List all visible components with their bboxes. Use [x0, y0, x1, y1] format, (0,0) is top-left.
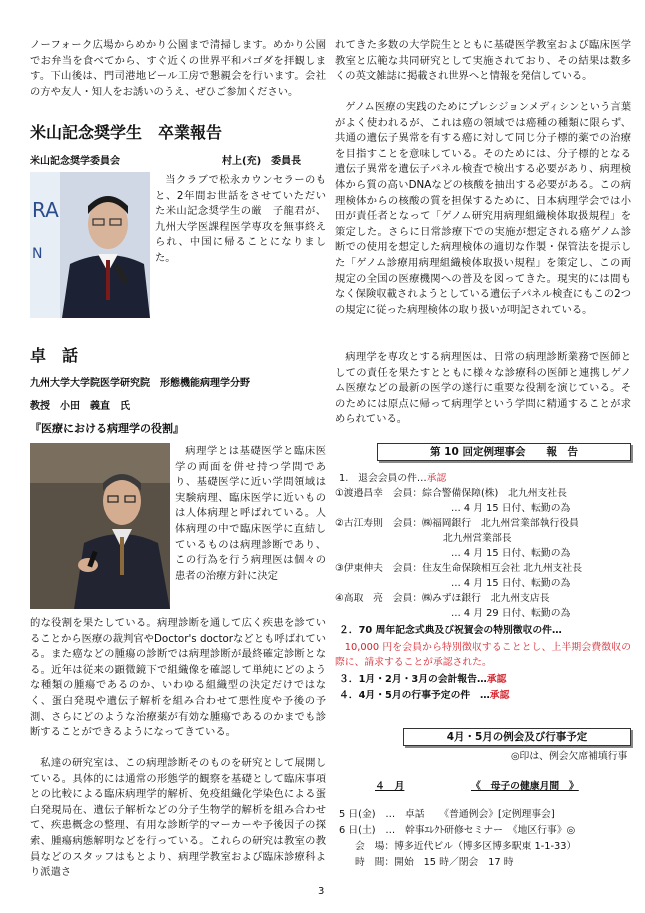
schedule-title: 4月・5月の例会及び行事予定: [403, 728, 631, 746]
talk-title: 『医療における病理学の役割』: [30, 422, 184, 435]
month-theme: 《 母子の健康月間 》: [471, 781, 579, 792]
section-title-talk: 卓 話: [30, 346, 79, 365]
member-2-line-3: … 4 月 15 日付、転勤の為: [451, 548, 571, 559]
talk-body-1: 病理学とは基礎医学と臨床医学の両面を併せ持つ学問であり、基礎医学に近い学問領域は実験病理、臨床医学に近いものは人体病理と呼ばれている。人体病理の中で臨床医学に直結しているものは病理診断であり、この行為を行う病理医は個々の患者の治療方針に決定: [175, 445, 326, 582]
byline-name: 村上(充) 委員長: [222, 156, 302, 167]
member-1-line-1: ①渡邉昌幸 会員：綜合警備保障(株) 北九州支社長: [335, 488, 567, 499]
member-3-line-2: … 4 月 15 日付、転勤の為: [451, 578, 571, 589]
svg-text:RA: RA: [32, 198, 59, 222]
svg-text:N: N: [32, 246, 43, 262]
event-1: 5 日(金) … 卓話 《普通例会》[定例理事会]: [339, 809, 555, 820]
schedule-note: ◎印は、例会欠席補填行事: [511, 751, 628, 762]
member-2-line-2: 北九州営業部長: [443, 533, 512, 544]
member-2-line-1: ②古江寿則 会員：㈱福岡銀行 北九州営業部執行役員: [335, 518, 579, 529]
report-item-1: 1. 退会会員の件…承認: [339, 473, 447, 484]
talk-body-2: 的な役割を果たしている。病理診断を通して広く疾患を診ていることから医療の裁判官やDoctor's doctorなどとも呼ばれている。また癌などの腫瘍の診断では病理診断が最終確定診断となる。近年は従来の顕微鏡下で組織像を確認して単純にどのような種類の腫瘍であるのか、いわゆる組織型の決定だけではなく、蛋白発現や遺伝子解析を組み合わせて悪性度や予後の予測、さらにどのような治療薬が有効な腫瘍であるのかまでも診断することができるようになってきている。: [30, 617, 326, 739]
event-2: 6 日(土) … 幹事ｴﾚｸﾄ研修セミナー 《地区行事》◎: [339, 825, 576, 836]
page-number: 3: [318, 886, 325, 897]
talk-continued-1: れてきた多数の大学院生とともに基礎医学教室および臨床医学教室と広範な共同研究として実施されており、その結果は数多くの英文雑誌に掲載され世界へと情報を発信している。: [335, 39, 631, 83]
member-4-line-1: ④高取 亮 会員：㈱みずほ銀行 北九州支店長: [335, 593, 550, 604]
member-1-line-2: … 4 月 15 日付、転勤の為: [451, 503, 571, 514]
report-item-3: ３．1月・2月・3月の会計報告…承認: [339, 674, 507, 685]
report-item-2: ２．70 周年記念式典及び祝賀会の特別徴収の件…: [339, 625, 562, 636]
talk-continued-2: ゲノム医療の実践のためにプレシジョンメディシンという言葉がよく使われるが、これは癌の領域では癌種の種類に限らず、共通の遺伝子異常を有する癌に対して同じ分子標的薬での治療を目指すことを意味している。そのためには、分子標的となる遺伝子異常を遺伝子パネル検査で検出する必要があり、病理検体から質の高いDNAなどの核酸を抽出する必要がある。この病理検体からの核酸の質を担保するために、日本病理学会では小田が責任者となって「ゲノム研究用病理組織検体取扱規程」を策定した。さらに日常診療下での実施が想定される癌ゲノム診断での使用を想定した病理検体の適切な作製・保管法を提示した「ゲノム診療用病理組織検体取扱い規程」を策定し、この両規定の全国の医療機関への普及を図ってきた。現実的には間もなく保険収載されようとしている遺伝子パネル検査にもこの2つの規定に従った病理検体の取り扱いが明記されている。: [335, 101, 631, 316]
member-3-line-1: ③伊東伸夫 会員：住友生命保険相互会社 北九州支社長: [335, 563, 583, 574]
report-item-4: ４．4月・5月の行事予定の件 …承認: [339, 690, 510, 701]
month-label: ４ 月: [375, 781, 405, 792]
report-item-2-note: 10,000 円を会員から特別徴収することとし、上半期会費徴収の際に、請求することが承認された。: [335, 642, 631, 668]
event-2-time: 時 間：開始 15 時／閉会 17 時: [355, 857, 514, 868]
scholar-photo: [30, 172, 150, 318]
graduation-body: 当クラブで松永カウンセラーのもと、2年間お世話をさせていただいた米山記念奨学生の厳 子龍君が、九州大学医課程医学専攻を無事終えられ、中国に帰ることになりました。: [155, 174, 326, 264]
talk-body-3: 私達の研究室は、この病理診断そのものを研究として展開している。具体的には通常の形態学的観察を基礎として臨床事項との比較による臨床病理学的解析、免疫組織化学染色による蛋白発現局在、遺伝子解析などの分子生物学的解析を組み合わせて、疾患概念の整理、有用な診断学的マーカーや予後因子の探索、腫瘍病態解明などを行っている。これらの研究は教室の教員などのスタッフはもとより、病理学教室および臨床診療科より派遣さ: [30, 757, 326, 879]
board-report-title: 第 10 回定例理事会 報 告: [377, 443, 631, 461]
speaker-affiliation: 九州大学大学院医学研究院 形態機能病理学分野: [30, 378, 250, 389]
speaker-photo: [30, 443, 170, 609]
section-title-graduation: 米山記念奨学生 卒業報告: [30, 123, 223, 142]
intro-paragraph: ノーフォーク広場からめかり公園まで清掃します。めかり公園でお弁当を食べてから、すぐ近くの世界平和パゴダを拝観します。下山後は、門司港地ビール工房で懇親会を行います。会社の方や友人・知人をお誘いのうえ、ぜひご参加ください。: [30, 39, 326, 98]
byline-org: 米山記念奨学委員会: [30, 156, 120, 167]
talk-continued-3: 病理学を専攻とする病理医は、日常の病理診断業務で医師としての責任を果たすとともに様々な診療科の医師と連携しゲノム医療などの最新の医学の遂行に重要な役割を演じている。そのためには原点に帰って病理学という学問に精通することが求められている。: [335, 351, 631, 426]
event-2-venue: 会 場：博多近代ビル（博多区博多駅東 1-1-33）: [355, 841, 577, 852]
member-4-line-2: … 4 月 29 日付、転勤の為: [451, 608, 571, 619]
speaker-name: 教授 小田 義直 氏: [30, 401, 130, 412]
